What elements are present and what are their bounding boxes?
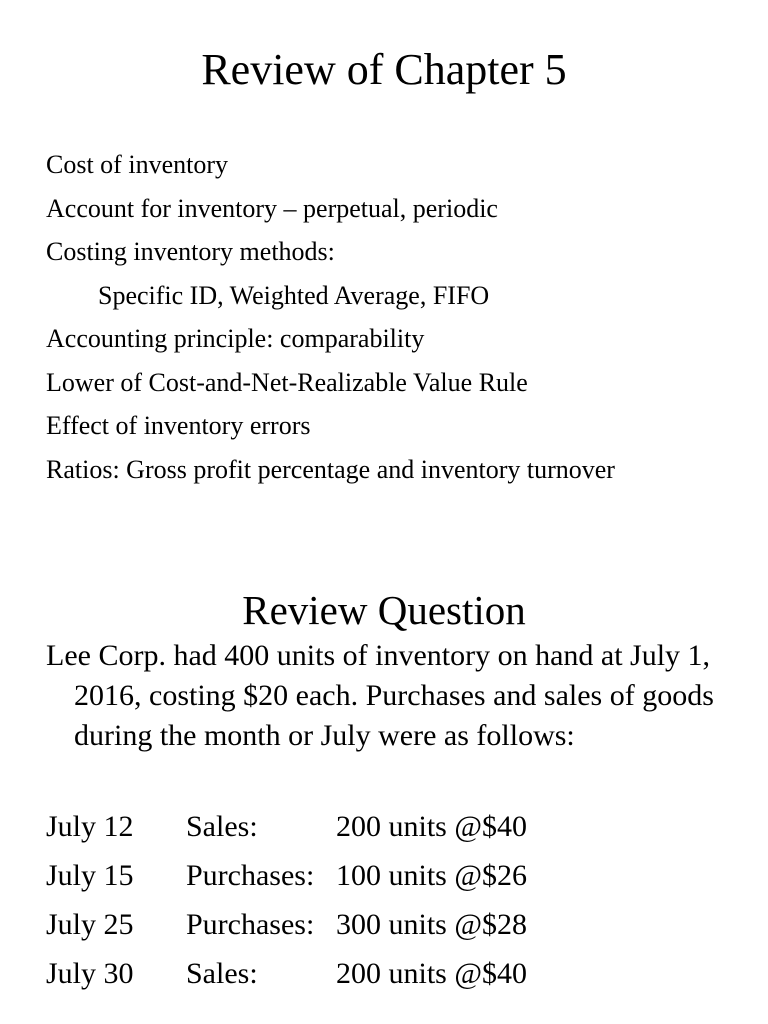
topic-item: Lower of Cost-and-Net-Realizable Value Rule: [46, 367, 528, 397]
transaction-detail: 200 units @$40: [336, 957, 527, 990]
transaction-row: [46, 949, 527, 998]
transaction-detail: 200 units @$40: [336, 810, 527, 843]
topic-item: Cost of inventory: [46, 150, 228, 179]
topic-item: Ratios: Gross profit percentage and inventory turnover: [46, 454, 615, 484]
transaction-type: Purchases:: [186, 859, 315, 892]
transaction-row: [46, 900, 527, 949]
transaction-date: July 15: [46, 859, 134, 892]
transaction-detail: 100 units @$26: [336, 859, 527, 892]
topic-item: Effect of inventory errors: [46, 411, 311, 440]
transaction-type: Purchases:: [186, 908, 315, 941]
transaction-row: [46, 851, 527, 900]
transaction-detail: 300 units @$28: [336, 908, 527, 941]
transaction-date: July 25: [46, 908, 134, 941]
slide-review-chapter-5: [0, 0, 768, 500]
topic-list: [46, 143, 615, 491]
transactions-table: [46, 802, 527, 998]
transaction-type: Sales:: [186, 810, 258, 843]
transaction-row: [46, 802, 527, 851]
slide-title: Review Question: [242, 587, 526, 633]
topic-item: Accounting principle: comparability: [46, 324, 425, 353]
topic-item: Specific ID, Weighted Average, FIFO: [98, 280, 490, 310]
topic-item: Costing inventory methods:: [46, 237, 335, 266]
transaction-date: July 12: [46, 810, 134, 843]
slide-title: Review of Chapter 5: [201, 45, 567, 94]
slide-review-question: [0, 500, 768, 1024]
transaction-date: July 30: [46, 957, 134, 990]
topic-item: Account for inventory – perpetual, periodic: [46, 193, 498, 223]
transaction-type: Sales:: [186, 957, 258, 990]
question-text: Lee Corp. had 400 units of inventory on hand at July 1, 2016, costing $20 each. Purchases and sales of goods during the month or July were as follows:: [46, 639, 714, 752]
